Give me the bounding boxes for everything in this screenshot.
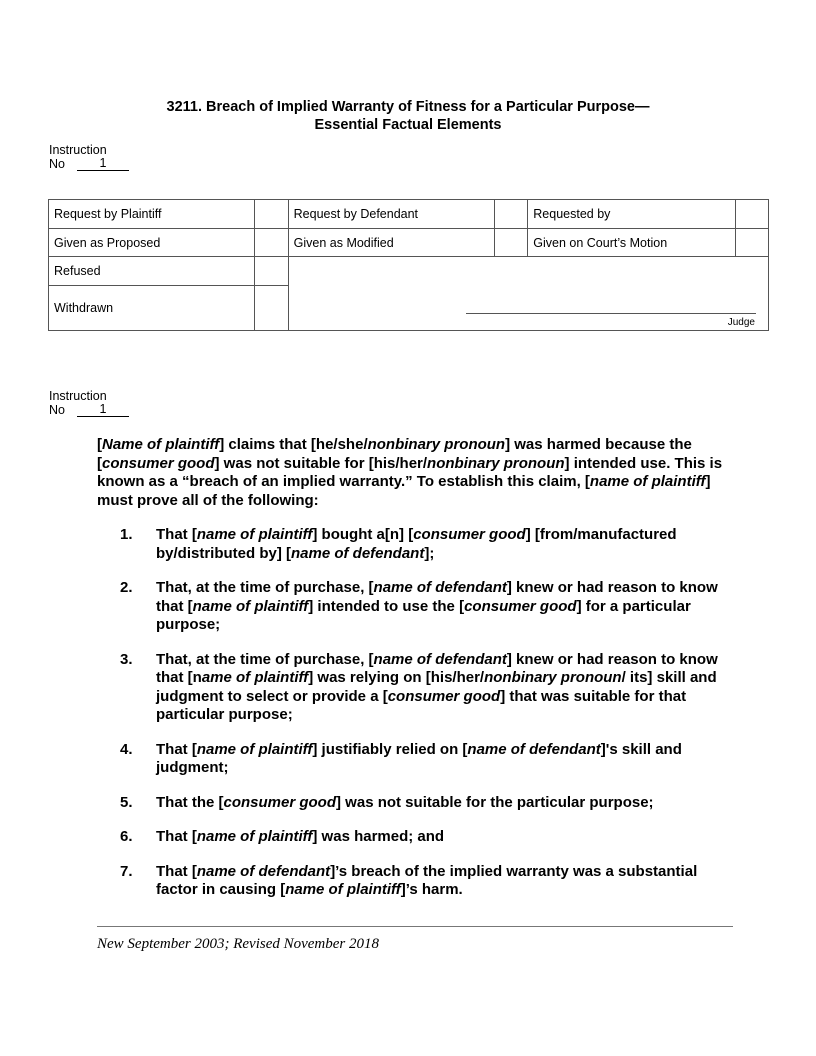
list-item: 1. That [name of plaintiff] bought a[n] [consumer good] [from/manufactured by/distributed by] [name of defendant];: [120, 526, 677, 562]
no-label-2: No: [49, 403, 65, 417]
list-item: 3. That, at the time of purchase, [name of defendant] knew or had reason to know that [name of plaintiff] was relying on [his/her/nonbinary pronoun/ its] skill and judgment to select or provide a [consumer good] that was suitable for that particular purpose;: [120, 650, 718, 723]
elements-list: [97, 526, 737, 900]
list-item: 6. That [name of plaintiff] was harmed; and: [120, 828, 445, 845]
instruction-number-block-top: [49, 143, 129, 171]
list-item: 5. That the [consumer good] was not suitable for the particular purpose;: [120, 793, 654, 811]
page-title: [48, 98, 768, 134]
withdrawn-label: Withdrawn: [49, 286, 255, 331]
list-item: 4. That [name of plaintiff] justifiably relied on [name of defendant]'s skill and judgment;: [120, 740, 682, 776]
requested-by-checkbox[interactable]: [736, 200, 769, 229]
request-plaintiff-label: Request by Plaintiff: [49, 200, 255, 229]
request-plaintiff-checkbox[interactable]: [254, 200, 288, 229]
given-modified-checkbox[interactable]: [495, 229, 528, 257]
request-defendant-checkbox[interactable]: [495, 200, 528, 229]
refused-label: Refused: [49, 257, 255, 286]
judge-signature-area: [288, 257, 768, 331]
given-court-checkbox[interactable]: [736, 229, 769, 257]
given-proposed-label: Given as Proposed: [49, 229, 255, 257]
revision-history: New September 2003; Revised November 2018: [97, 936, 380, 952]
given-court-label: Given on Court’s Motion: [528, 229, 736, 257]
requested-by-label: Requested by: [528, 200, 736, 229]
instruction-number: 1: [77, 157, 129, 171]
instruction-label-2: Instruction: [49, 389, 107, 403]
request-defendant-label: Request by Defendant: [288, 200, 495, 229]
footer-divider-right: [577, 926, 733, 927]
withdrawn-checkbox[interactable]: [254, 286, 288, 331]
footer-divider: [97, 926, 577, 927]
instruction-number-2: 1: [77, 403, 129, 417]
given-proposed-checkbox[interactable]: [254, 229, 288, 257]
instruction-number-block-bottom: [49, 389, 129, 417]
instruction-body: [97, 436, 737, 916]
instruction-disposition-table: [48, 199, 769, 331]
list-item: 7. That [name of defendant]’s breach of the implied warranty was a substantial factor in causing [name of plaintiff]’s harm.: [120, 862, 698, 898]
title-line-2: Essential Factual Elements: [314, 117, 502, 133]
judge-label: Judge: [727, 317, 755, 328]
given-modified-label: Given as Modified: [288, 229, 495, 257]
intro-paragraph: [Name of plaintiff] claims that [he/she/nonbinary pronoun] was harmed because the [consumer good] was not suitable for [his/her/nonbinary pronoun] intended use. This is known as a “breach of an implied warranty.” To establish this claim, [name of plaintiff] must prove all of the following:: [97, 436, 723, 509]
refused-checkbox[interactable]: [254, 257, 288, 286]
judge-signature-line[interactable]: [466, 313, 756, 314]
no-label: No: [49, 157, 65, 171]
instruction-label: Instruction: [49, 143, 107, 157]
title-line-1: 3211. Breach of Implied Warranty of Fitness for a Particular Purpose—: [166, 99, 650, 115]
list-item: 2. That, at the time of purchase, [name of defendant] knew or had reason to know that [name of plaintiff] intended to use the [consumer good] for a particular purpose;: [120, 579, 718, 633]
